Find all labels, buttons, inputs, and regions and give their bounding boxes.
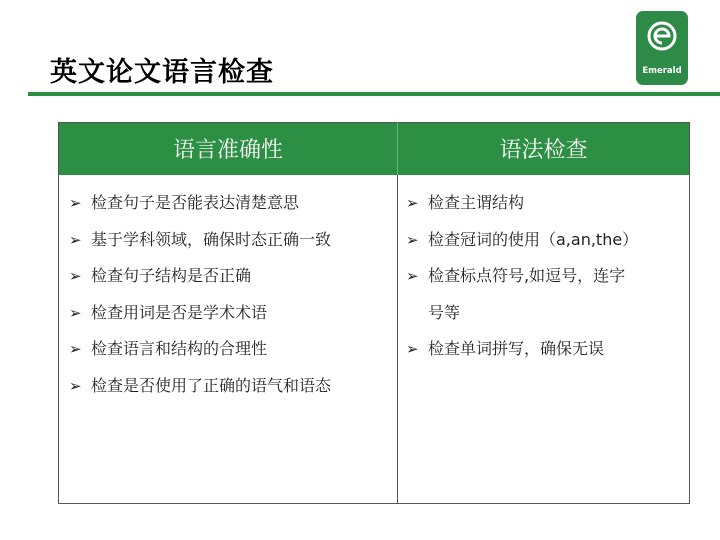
list-item-text: 检查句子是否能表达清楚意思 (91, 193, 300, 212)
list-item-text: 检查语言和结构的合理性 (91, 339, 268, 358)
arrow-bullet-icon: ➢ (69, 303, 82, 322)
arrow-bullet-icon: ➢ (69, 267, 82, 285)
list-item (69, 222, 395, 259)
list-item-text: 检查单词拼写，确保无误 (428, 339, 605, 358)
arrow-bullet-icon: ➢ (406, 194, 419, 212)
emerald-logo (636, 11, 688, 85)
list-item-text: 检查冠词的使用（a,an,the） (428, 229, 639, 249)
list-item-text: 检查主谓结构 (428, 193, 525, 212)
list-item-text: 基于学科领域，确保时态正确一致 (91, 229, 332, 249)
arrow-bullet-icon: ➢ (406, 267, 419, 285)
header-language-accuracy: 语言准确性 (172, 138, 283, 163)
list-item (69, 258, 395, 295)
comparison-table (58, 122, 690, 504)
header-grammar-check: 语法检查 (499, 138, 588, 163)
logo-wordmark: Emerald (642, 66, 682, 76)
arrow-bullet-icon: ➢ (69, 230, 82, 249)
list-item (406, 258, 686, 295)
list-item (69, 295, 395, 332)
right-column-list (406, 185, 686, 368)
arrow-bullet-icon: ➢ (69, 376, 82, 395)
left-column-list (69, 185, 395, 404)
list-item-text: 检查是否使用了正确的语气和语态 (91, 375, 332, 395)
list-item (406, 331, 686, 368)
list-item-continuation: 号等 (428, 302, 461, 322)
list-item-text: 检查标点符号,如逗号，连字 (428, 266, 626, 285)
arrow-bullet-icon: ➢ (69, 194, 82, 212)
column-divider (397, 175, 398, 503)
list-item (69, 368, 395, 405)
list-item (69, 185, 395, 222)
arrow-bullet-icon: ➢ (406, 340, 419, 358)
page-title: 英文论文语言检查 (50, 57, 274, 88)
table-header (59, 123, 689, 175)
list-item (406, 222, 686, 259)
arrow-bullet-icon: ➢ (69, 340, 82, 358)
list-item (406, 185, 686, 222)
list-item-text: 检查用词是否是学术术语 (91, 302, 268, 322)
list-item-text: 检查句子结构是否正确 (91, 266, 252, 285)
emerald-e-logo-icon (646, 18, 678, 58)
title-underline (28, 92, 720, 96)
arrow-bullet-icon: ➢ (406, 230, 419, 249)
list-item (69, 331, 395, 368)
